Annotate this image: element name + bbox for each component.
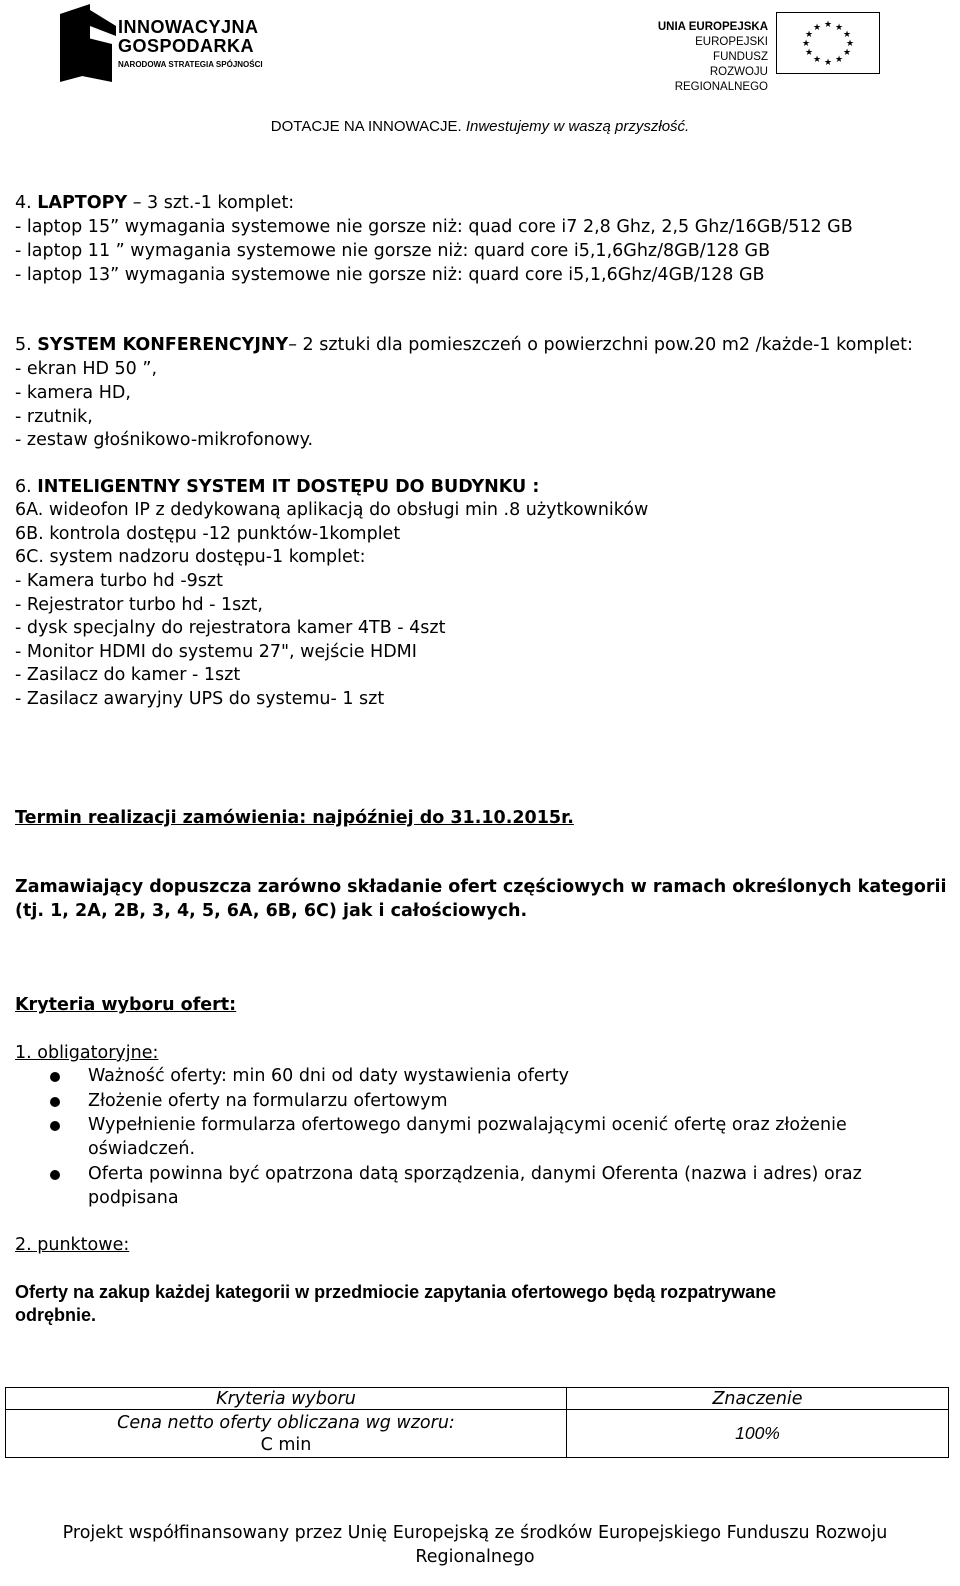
section4-item: - laptop 15” wymagania systemowe nie gorsze niż: quad core i7 2,8 Ghz, 2,5 Ghz/16GB/512 GB <box>15 217 853 237</box>
header-band <box>0 118 960 135</box>
obligatoryjne-item-cont: oświadczeń. <box>88 1139 196 1159</box>
innowacyjna-gospodarka-logo <box>50 4 300 84</box>
svg-text:★: ★ <box>812 23 822 33</box>
svg-text:★: ★ <box>834 55 844 65</box>
kryteria-title: Kryteria wyboru ofert: <box>15 995 237 1015</box>
section6-item: 6B. kontrola dostępu -12 punktów-1komplet <box>15 524 401 544</box>
svg-text:★: ★ <box>842 30 852 40</box>
bullet-icon <box>50 1121 60 1131</box>
band-prefix: DOTACJE NA INNOWACJE. <box>270 118 462 135</box>
obligatoryjne-item: Złożenie oferty na formularzu ofertowym <box>88 1091 448 1111</box>
obligatoryjne-item: Wypełnienie formularza ofertowego danymi pozwalającymi ocenić ofertę oraz złożenie <box>88 1115 847 1135</box>
bullet-icon <box>50 1097 60 1107</box>
oferty-note-line2: odrębnie. <box>15 1305 97 1325</box>
ig-emblem-icon <box>50 4 120 82</box>
section6-rest: : <box>526 477 540 497</box>
section5-main: SYSTEM KONFERENCYJNY <box>37 335 289 355</box>
section6-item: - Zasilacz awaryjny UPS do systemu- 1 szt <box>15 689 385 709</box>
table-cell-waga: 100% <box>567 1410 949 1458</box>
footer <box>0 1521 950 1569</box>
svg-text:★: ★ <box>804 30 814 40</box>
logo-line1: INNOWACYJNA <box>118 17 259 37</box>
section4-rest: – 3 szt.-1 komplet: <box>127 193 295 213</box>
zamawiajacy-line1: Zamawiający dopuszcza zarówno składanie ofert częściowych w ramach określonych kategorii <box>15 877 947 897</box>
section5-title <box>15 334 913 356</box>
table-header-kryteria: Kryteria wyboru <box>6 1388 567 1410</box>
section6-num: 6. <box>15 477 32 497</box>
section6-item: - dysk specjalny do rejestratora kamer 4TB - 4szt <box>15 618 446 638</box>
svg-text:★: ★ <box>845 39 855 49</box>
cena-line2: C min <box>260 1434 312 1455</box>
section6-item: - Zasilacz do kamer - 1szt <box>15 665 241 685</box>
eu-flag-icon <box>776 12 880 74</box>
table-cell-cena <box>6 1410 567 1458</box>
obligatoryjne-item-cont: podpisana <box>88 1188 179 1208</box>
kryteria-table <box>5 1387 949 1458</box>
cena-line1: Cena netto oferty obliczana wg wzoru: <box>117 1412 455 1433</box>
section4-item: - laptop 13” wymagania systemowe nie gorsze niż: quard core i5,1,6Ghz/4GB/128 GB <box>15 265 765 285</box>
oferty-note-line1: Oferty na zakup każdej kategorii w przedmiocie zapytania ofertowego będą rozpatrywane <box>15 1282 777 1302</box>
ue-line2: EUROPEJSKI FUNDUSZ <box>695 36 768 63</box>
section5-item: - kamera HD, <box>15 383 131 403</box>
zamawiajacy-line2: (tj. 1, 2A, 2B, 3, 4, 5, 6A, 6B, 6C) jak i całościowych. <box>15 901 528 921</box>
ue-line3: ROZWOJU REGIONALNEGO <box>674 66 768 93</box>
svg-text:★: ★ <box>801 39 811 49</box>
section4-num: 4. <box>15 193 32 213</box>
svg-text:★: ★ <box>804 48 814 58</box>
section6-item: - Kamera turbo hd -9szt <box>15 571 223 591</box>
section5-num: 5. <box>15 335 32 355</box>
obligatoryjne-item: Ważność oferty: min 60 dni od daty wystawienia oferty <box>88 1066 570 1086</box>
section6-item: - Monitor HDMI do systemu 27", wejście HDMI <box>15 642 417 662</box>
ue-line1: UNIA EUROPEJSKA <box>657 21 768 33</box>
termin-realizacji: Termin realizacji zamówienia: najpóźniej do 31.10.2015r. <box>15 808 574 828</box>
section4-item: - laptop 11 ” wymagania systemowe nie gorsze niż: quard core i5,1,6Ghz/8GB/128 GB <box>15 241 771 261</box>
section5-item: - ekran HD 50 ”, <box>15 359 158 379</box>
band-suffix: Inwestujemy w waszą przyszłość. <box>465 118 690 135</box>
svg-text:★: ★ <box>823 20 833 30</box>
svg-text:★: ★ <box>823 58 833 68</box>
ue-logo <box>640 12 940 93</box>
section6-main: INTELIGENTNY SYSTEM IT DOSTĘPU DO BUDYNKU <box>37 477 527 497</box>
svg-text:★: ★ <box>834 23 844 33</box>
footer-line1: Projekt współfinansowany przez Unię Europejską ze środków Europejskiego Funduszu Rozwoju <box>62 1523 888 1543</box>
bullet-icon <box>50 1170 60 1180</box>
section4-main: LAPTOPY <box>37 193 128 213</box>
svg-text:★: ★ <box>812 55 822 65</box>
section6-item: 6C. system nadzoru dostępu-1 komplet: <box>15 547 366 567</box>
section5-rest: – 2 sztuki dla pomieszczeń o powierzchni pow.20 m2 /każde-1 komplet: <box>288 335 913 355</box>
section5-item: - zestaw głośnikowo-mikrofonowy. <box>15 430 314 450</box>
section5-item: - rzutnik, <box>15 407 93 427</box>
obligatoryjne-item: Oferta powinna być opatrzona datą sporządzenia, danymi Oferenta (nazwa i adres) oraz <box>88 1164 862 1184</box>
table-header-znaczenie: Znaczenie <box>567 1388 949 1410</box>
logo-line3: NARODOWA STRATEGIA SPÓJNOŚCI <box>118 60 263 69</box>
section6-item: - Rejestrator turbo hd - 1szt, <box>15 595 263 615</box>
footer-line2: Regionalnego <box>415 1547 535 1567</box>
svg-text:★: ★ <box>842 48 852 58</box>
punktowe-title: 2. punktowe: <box>15 1235 130 1255</box>
logo-line2: GOSPODARKA <box>118 36 255 56</box>
bullet-icon <box>50 1072 60 1082</box>
section4-title <box>15 192 294 214</box>
section6-item: 6A. wideofon IP z dedykowaną aplikacją do obsługi min .8 użytkowników <box>15 500 649 520</box>
obligatoryjne-title: 1. obligatoryjne: <box>15 1043 159 1063</box>
section6-title <box>15 476 539 498</box>
